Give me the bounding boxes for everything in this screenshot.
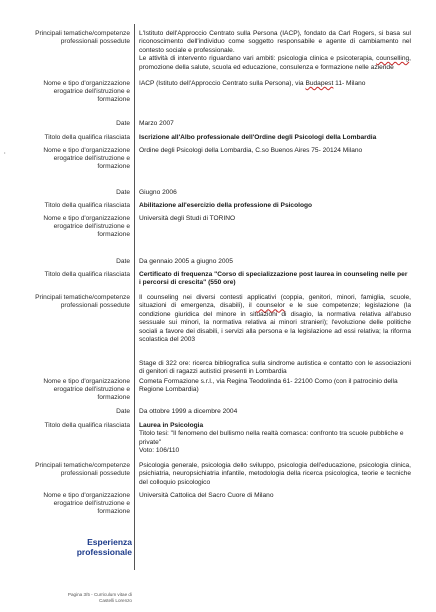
label-organizzazione: Nome e tipo d'organizzazione erogatrice dell'istruzione e formazione bbox=[43, 147, 130, 171]
abilitazione-org-value: Università degli Studi di TORINO bbox=[139, 215, 236, 222]
margin-mark: • bbox=[4, 150, 6, 155]
label-date: Date bbox=[116, 120, 130, 127]
counseling-org-value: Cometa Formazione s.r.l., via Regina Teodolinda 61- 22100 Como (con il patrocinio della Regione Lombardia) bbox=[139, 378, 398, 394]
label-titolo: Titolo della qualifica rilasciata bbox=[44, 134, 130, 141]
iacp-competenze-p1: L'Istituto dell'Approccio Centrato sulla Persona (IACP), fondato da Carl Rogers, si basa sul riconoscimento dell'individuo come soggetto responsabile e agente di cambiamento nel contesto sociale e professionale. bbox=[139, 30, 411, 54]
counseling-titolo-value: Certificato di frequenza "Corso di specializzazione post laurea in counseling nelle per i percorsi di crescita" (550 ore) bbox=[139, 271, 408, 287]
laurea-titolo-value bbox=[139, 422, 411, 456]
albo-titolo-value: Iscrizione all'Albo professionale dell'Ordine degli Psicologi della Lombardia bbox=[139, 134, 377, 141]
label-titolo: Titolo della qualifica rilasciata bbox=[44, 202, 130, 209]
albo-org-value: Ordine degli Psicologi della Lombardia, C.so Buenos Aires 75- 20124 Milano bbox=[139, 147, 363, 154]
column-divider bbox=[134, 24, 135, 570]
counseling-competenze-pre: Il counseling nei diversi contesti applicativi (coppia, genitori, minori, famiglia, scuole, situazioni di emergenza, disabili), il bbox=[139, 294, 411, 310]
section-heading-esperienza: Esperienza professionale bbox=[76, 537, 132, 557]
counseling-competenze-post: e le sue competenze; legislazione (la condizione giuridica del minore in situazioni di disagio, la normativa relativa all'abuso sessuale sui minori, la normativa relativa ai minori stranieri); l'evoluzione delle politiche sociali a favore dei disabili, i servizi alla persona e la legislazione ad essi relativa; la riforma scolastica del 2003 bbox=[139, 302, 411, 344]
laurea-competenze-value: Psicologia generale, psicologia dello sviluppo, psicologia dell'educazione, psicologia clinica, psichiatria, neuropsichiatria infantile, metodologia della ricerca psicologica, teorie e tecniche del colloquio psicologico bbox=[139, 462, 411, 486]
spellcheck-word: Budapest bbox=[305, 80, 334, 87]
laurea-voto: Voto: 106/110 bbox=[139, 447, 180, 455]
label-date: Date bbox=[116, 189, 130, 196]
label-titolo: Titolo della qualifica rilasciata bbox=[44, 271, 130, 278]
iacp-org-value bbox=[139, 80, 411, 88]
laurea-tesi: Titolo tesi: "Il fenomeno del bullismo nella realtà comasca: confronto tra scuole pubbliche e private" bbox=[139, 430, 404, 446]
laurea-org-value: Università Cattolica del Sacro Cuore di Milano bbox=[139, 492, 274, 499]
page-footer: Pagina 3/5 - Curriculum vitae di Castelli Lorenzo bbox=[67, 592, 132, 603]
laurea-date-value: Da ottobre 1999 a dicembre 2004 bbox=[139, 408, 238, 415]
spellcheck-word: counselling bbox=[376, 55, 410, 63]
counseling-competenze-value bbox=[139, 294, 411, 344]
label-organizzazione: Nome e tipo d'organizzazione erogatrice dell'istruzione e formazione bbox=[43, 80, 130, 104]
label-competenze: Principali tematiche/competenze professionali possedute bbox=[35, 462, 130, 478]
abilitazione-titolo-value: Abilitazione all'esercizio della professione di Psicologo bbox=[139, 202, 313, 209]
label-date: Date bbox=[116, 408, 130, 415]
label-date: Date bbox=[116, 258, 130, 265]
iacp-competenze-p2-pre: Le attività di intervento riguardano vari ambiti: psicologia clinica e psicoterapia, bbox=[139, 55, 377, 63]
label-organizzazione: Nome e tipo d'organizzazione erogatrice dell'istruzione e formazione bbox=[43, 215, 130, 239]
label-competenze: Principali tematiche/competenze professionali possedute bbox=[35, 294, 130, 310]
iacp-competenze-value bbox=[139, 30, 411, 72]
albo-date-value: Marzo 2007 bbox=[139, 120, 174, 127]
iacp-org-pre: IACP (Istituto dell'Approccio Centrato sulla Persona), via bbox=[139, 80, 306, 87]
counseling-date-value: Da gennaio 2005 a giugno 2005 bbox=[139, 258, 233, 265]
label-titolo: Titolo della qualifica rilasciata bbox=[44, 422, 130, 429]
label-competenze: Principali tematiche/competenze professionali possedute bbox=[35, 30, 130, 46]
iacp-org-post: 11- Milano bbox=[333, 80, 366, 87]
label-organizzazione: Nome e tipo d'organizzazione erogatrice dell'istruzione e formazione bbox=[43, 378, 130, 402]
spellcheck-word: counselor bbox=[256, 302, 285, 310]
abilitazione-date-value: Giugno 2006 bbox=[139, 189, 177, 196]
iacp-competenze-p2-post: , promozione della salute, scuola ed educazione, consulenza e formazione nelle aziende bbox=[139, 55, 411, 71]
label-organizzazione: Nome e tipo d'organizzazione erogatrice dell'istruzione e formazione bbox=[43, 492, 130, 516]
laurea-titolo: Laurea in Psicologia bbox=[139, 422, 204, 429]
counseling-stage-value: Stage di 322 ore: ricerca bibliografica sulla sindrome autistica e contatto con le associazioni di genitori di ragazzi autistici presenti in Lombardia bbox=[139, 360, 411, 376]
